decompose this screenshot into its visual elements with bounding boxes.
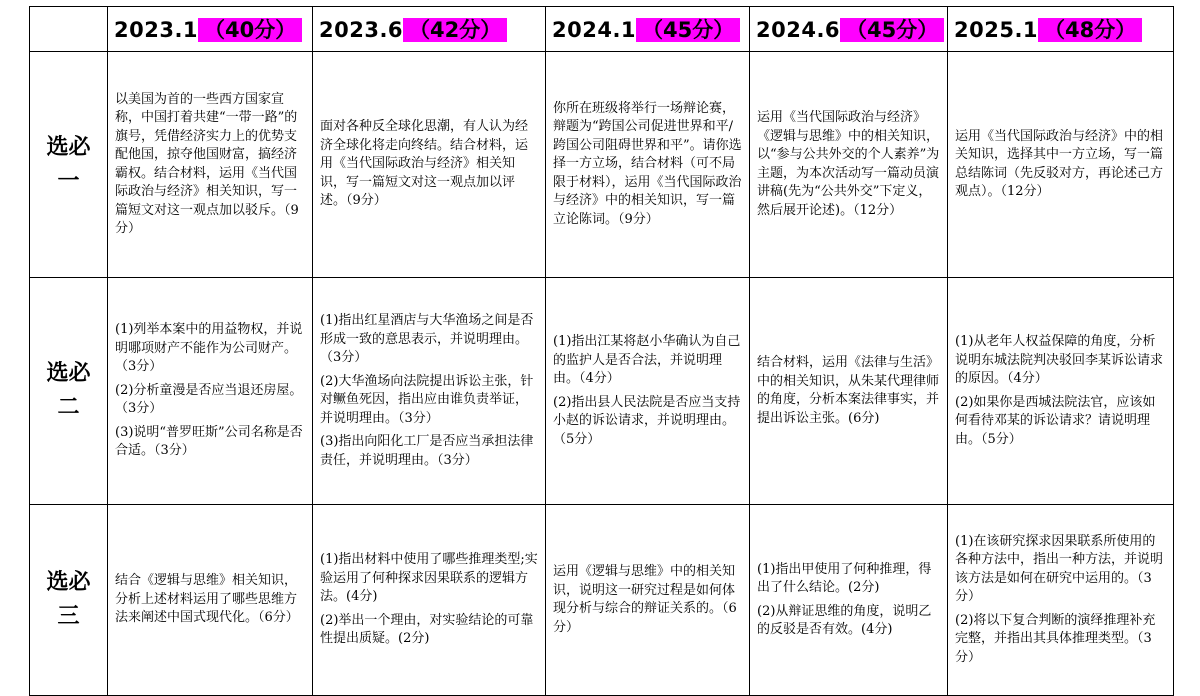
question-cell: 面对各种反全球化思潮，有人认为经济全球化将走向终结。结合材料，运用《当代国际政治与经济》相关知识，写一篇短文对这一观点加以评述。（9分）	[313, 52, 546, 278]
question-cell: (1)列举本案中的用益物权，并说明哪项财产不能作为公司财产。（3分） (2)分析童漫是否应当退还房屋。（3分） (3)说明“普罗旺斯”公司名称是否合适。（3分）	[108, 278, 313, 505]
row-label: 选必 二	[30, 278, 108, 505]
question-cell: (1)指出江某将赵小华确认为自己的监护人是否合法，并说明理由。（4分） (2)指出县人民法院是否应当支持小赵的诉讼请求，并说明理由。（5分）	[546, 278, 750, 505]
table-row	[30, 52, 1174, 278]
question-cell: 结合材料，运用《法律与生活》中的相关知识，从朱某代理律师的角度，分析本案法律事实，并提出诉讼主张。(6分)	[750, 278, 948, 505]
column-header-2024-6: 2024.6 （45分）	[750, 7, 948, 52]
question-cell: 以美国为首的一些西方国家宣称，中国打着共建“一带一路”的旗号，凭借经济实力上的优势支配他国，掠夺他国财富，搞经济霸权。结合材料，运用《当代国际政治与经济》相关知识，写一篇短文对这一观点加以驳斥。（9分）	[108, 52, 313, 278]
score-badge: （48分）	[1038, 18, 1142, 42]
question-cell: 运用《当代国际政治与经济》中的相关知识，选择其中一方立场，写一篇总结陈词（先反驳对方，再论述己方观点）。（12分）	[948, 52, 1174, 278]
score-badge: （45分）	[636, 18, 740, 42]
table-row	[30, 278, 1174, 505]
question-cell: (1)在该研究探求因果联系所使用的各种方法中，指出一种方法，并说明该方法是如何在研究中运用的。（3分） (2)将以下复合判断的演绎推理补充完整，并指出其具体推理类型。（3分）	[948, 505, 1174, 696]
question-cell: (1)指出甲使用了何种推理，得出了什么结论。(2分) (2)从辩证思维的角度，说明乙的反驳是否有效。(4分)	[750, 505, 948, 696]
question-cell: (1)从老年人权益保障的角度，分析说明东城法院判决驳回李某诉讼请求的原因。（4分） (2)如果你是西城法院法官，应该如何看待邓某的诉讼请求？请说明理由。（5分）	[948, 278, 1174, 505]
question-cell: 运用《逻辑与思维》中的相关知识，说明这一研究过程是如何体现分析与综合的辩证关系的。（6分）	[546, 505, 750, 696]
column-header-2023-1: 2023.1 （40分）	[108, 7, 313, 52]
column-header-2024-1: 2024.1 （45分）	[546, 7, 750, 52]
question-cell: (1)指出材料中使用了哪些推理类型;实验运用了何种探求因果联系的逻辑方法。(4分) (2)举出一个理由，对实验结论的可靠性提出质疑。(2分)	[313, 505, 546, 696]
column-header-2023-6: 2023.6 （42分）	[313, 7, 546, 52]
corner-cell	[30, 7, 108, 52]
column-header-2025-1: 2025.1 （48分）	[948, 7, 1174, 52]
question-cell: 结合《逻辑与思维》相关知识，分析上述材料运用了哪些思维方法来阐述中国式现代化。（6分）	[108, 505, 313, 696]
question-cell: 运用《当代国际政治与经济》《逻辑与思维》中的相关知识，以“参与公共外交的个人素养”为主题，为本次活动写一篇动员演讲稿(先为“公共外交”下定义，然后展开论述)。（12分）	[750, 52, 948, 278]
row-label: 选必 三	[30, 505, 108, 696]
question-cell: (1)指出红星酒店与大华渔场之间是否形成一致的意思表示，并说明理由。（3分） (2)大华渔场向法院提出诉讼主张，针对鳜鱼死因，指出应由谁负责举证，并说明理由。（3分） (3)指出向阳化工厂是否应当承担法律责任，并说明理由。（3分）	[313, 278, 546, 505]
score-badge: （40分）	[198, 18, 302, 42]
exam-comparison-table	[29, 6, 1174, 696]
score-badge: （42分）	[403, 18, 507, 42]
row-label: 选必 一	[30, 52, 108, 278]
score-badge: （45分）	[840, 18, 944, 42]
table-row	[30, 505, 1174, 696]
question-cell: 你所在班级将举行一场辩论赛，辩题为“跨国公司促进世界和平/跨国公司阻碍世界和平”。请你选择一方立场，结合材料（可不局限于材料），运用《当代国际政治与经济》中的相关知识，写一篇立论陈词。（9分）	[546, 52, 750, 278]
header-row	[30, 7, 1174, 52]
